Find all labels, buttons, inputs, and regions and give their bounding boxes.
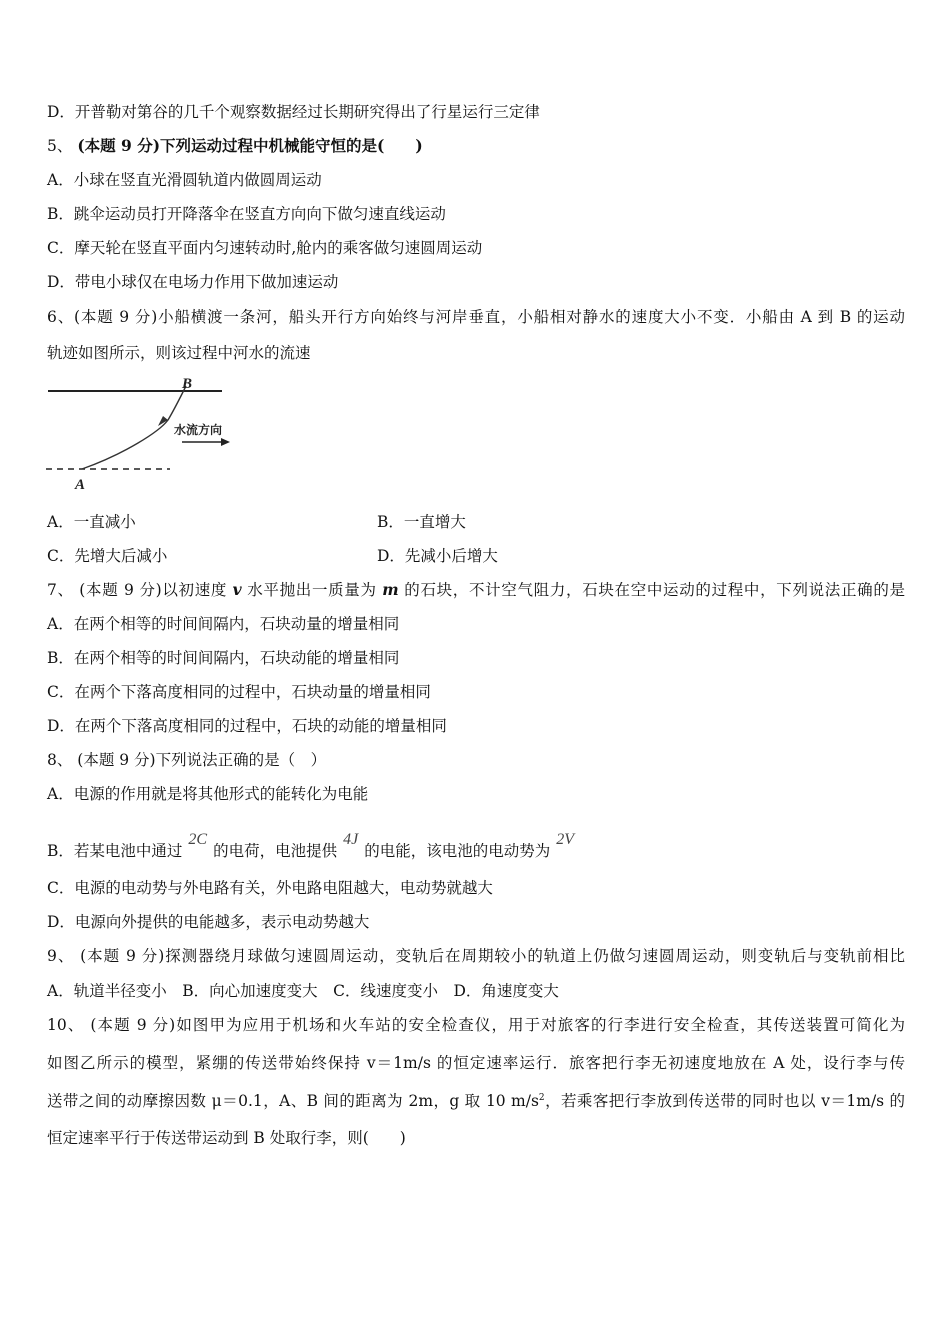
q7-var-m: m <box>382 580 399 599</box>
q8-option-b-text-2: 的电荷，电池提供 <box>213 842 338 860</box>
q7-option-b: B．在两个相等的时间间隔内，石块动能的增量相同 <box>47 649 400 667</box>
flow-arrow-icon <box>221 438 230 446</box>
q5-option-a: A．小球在竖直光滑圆轨道内做圆周运动 <box>47 171 322 189</box>
q10-line3 <box>47 1090 905 1112</box>
point-b-label: B <box>182 376 193 392</box>
q4-option-d: D．开普勒对第谷的几千个观察数据经过长期研究得出了行星运行三定律 <box>47 103 540 121</box>
q8-option-b-text-1: B．若某电池中通过 <box>47 842 183 860</box>
flow-direction-label: 水流方向 <box>174 423 223 437</box>
boat-trajectory <box>82 386 186 469</box>
q5-option-d: D．带电小球仅在电场力作用下做加速运动 <box>47 273 339 291</box>
q8-math-energy: 4J <box>343 831 359 848</box>
q10-line1: 10、 (本题 9 分)如图甲为应用于机场和火车站的安全检查仪，用于对旅客的行李进行安全检查，其传送装置可简化为 <box>47 1016 905 1034</box>
q7-option-a: A．在两个相等的时间间隔内，石块动量的增量相同 <box>47 615 400 633</box>
q7-stem <box>47 579 905 601</box>
q10-line3-post: ，若乘客把行李放到传送带的同时也以 v＝1m/s 的 <box>544 1092 905 1110</box>
river-boat-figure <box>44 372 244 494</box>
q8-math-emf: 2V <box>556 831 574 848</box>
q7-option-d: D．在两个下落高度相同的过程中，石块的动能的增量相同 <box>47 717 447 735</box>
q5-option-b: B．跳伞运动员打开降落伞在竖直方向向下做匀速直线运动 <box>47 205 446 223</box>
q6-stem-line1: 6、(本题 9 分)小船横渡一条河，船头开行方向始终与河岸垂直，小船相对静水的速度大小不变．小船由 A 到 B 的运动 <box>47 308 905 326</box>
q7-var-v: v <box>232 580 242 599</box>
q7-stem-pre: 7、 (本题 9 分)以初速度 <box>47 581 233 599</box>
q8-option-d: D．电源向外提供的电能越多，表示电动势越大 <box>47 913 370 931</box>
q8-option-b-text-3: 的电能，该电池的电动势为 <box>364 842 551 860</box>
q9-stem: 9、 (本题 9 分)探测器绕月球做匀速圆周运动，变轨后在周期较小的轨道上仍做匀速圆周运动，则变轨后与变轨前相比 <box>47 947 905 965</box>
q5-option-c: C．摩天轮在竖直平面内匀速转动时,舱内的乘客做匀速圆周运动 <box>47 239 483 257</box>
q10-line4: 恒定速率平行于传送带运动到 B 处取行李，则( ) <box>47 1129 406 1147</box>
q6-option-d: D．先减小后增大 <box>377 547 498 565</box>
q8-stem: 8、 (本题 9 分)下列说法正确的是（ ） <box>47 751 327 769</box>
q6-option-b: B．一直增大 <box>377 513 466 531</box>
point-a-label: A <box>75 477 86 493</box>
q6-option-c: C．先增大后减小 <box>47 547 168 565</box>
q7-option-c: C．在两个下落高度相同的过程中，石块动量的增量相同 <box>47 683 431 701</box>
q8-option-b <box>47 829 580 862</box>
q5-number: 5、 <box>47 137 73 155</box>
q6-option-a: A．一直减小 <box>47 513 136 531</box>
q8-option-a: A．电源的作用就是将其他形式的能转化为电能 <box>47 785 369 803</box>
q10-line2: 如图乙所示的模型，紧绷的传送带始终保持 v＝1m/s 的恒定速率运行．旅客把行李无初速度地放在 A 处，设行李与传 <box>47 1054 905 1072</box>
q7-stem-post: 的石块，不计空气阻力，石块在空中运动的过程中，下列说法正确的是 <box>398 581 905 599</box>
q10-line3-pre: 送带之间的动摩擦因数 μ＝0.1，A、B 间的距离为 2m，g 取 10 m/s <box>47 1092 539 1110</box>
q10-line3-sup: 2 <box>538 1092 545 1103</box>
q9-options: A．轨道半径变小 B．向心加速度变大 C．线速度变小 D．角速度变大 <box>47 982 559 1000</box>
q6-stem-line2: 轨迹如图所示，则该过程中河水的流速 <box>47 344 311 362</box>
q7-stem-mid: 水平抛出一质量为 <box>241 581 383 599</box>
q8-math-charge: 2C <box>188 831 208 848</box>
q5-stem <box>47 135 423 157</box>
q8-option-c: C．电源的电动势与外电路有关，外电路电阻越大，电动势就越大 <box>47 879 493 897</box>
q5-stem-text: (本题 9 分)下列运动过程中机械能守恒的是( ) <box>77 136 423 155</box>
